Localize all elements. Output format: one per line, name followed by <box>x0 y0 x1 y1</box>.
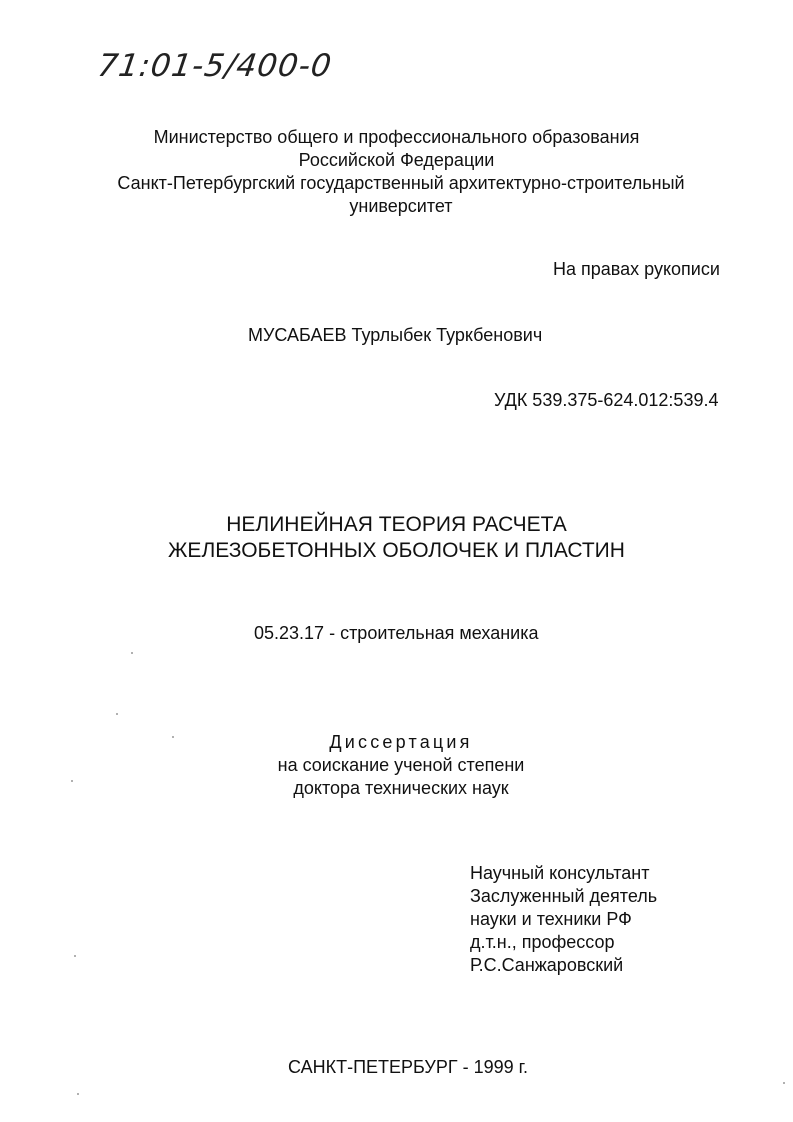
scan-speck <box>71 780 73 782</box>
scan-speck <box>77 1093 79 1095</box>
title-line: ЖЕЛЕЗОБЕТОННЫХ ОБОЛОЧЕК И ПЛАСТИН <box>168 539 625 562</box>
scan-speck <box>74 955 76 957</box>
consultant-line: Заслуженный деятель <box>470 886 658 906</box>
consultant-line: науки и техники РФ <box>470 909 632 929</box>
title-line: НЕЛИНЕЙНАЯ ТЕОРИЯ РАСЧЕТА <box>226 513 567 536</box>
udc-code: УДК 539.375-624.012:539.4 <box>494 390 719 410</box>
manuscript-note: На правах рукописи <box>553 259 720 279</box>
degree-line: доктора технических наук <box>293 778 509 798</box>
scan-speck <box>172 736 174 738</box>
author-name: МУСАБАЕВ Турлыбек Туркбенович <box>248 325 543 345</box>
consultant-line: Научный консультант <box>470 863 650 883</box>
city-year-footer: САНКТ-ПЕТЕРБУРГ - 1999 г. <box>288 1057 529 1077</box>
institution-line: Санкт-Петербургский государственный архитектурно-строительный <box>117 173 685 193</box>
specialty: 05.23.17 - строительная механика <box>254 623 539 643</box>
degree-line: на соискание ученой степени <box>277 755 525 775</box>
dissertation-heading: Диссертация <box>329 732 473 752</box>
consultant-line: д.т.н., профессор <box>470 932 615 952</box>
scan-speck <box>116 713 118 715</box>
scan-speck <box>783 1082 785 1084</box>
institution-line: Российской Федерации <box>298 150 495 170</box>
consultant-line: Р.С.Санжаровский <box>470 955 624 975</box>
institution-line: университет <box>349 196 453 216</box>
archive-stamp: 71:01-5/400-0 <box>95 48 335 84</box>
institution-line: Министерство общего и профессионального образования <box>153 127 640 147</box>
scan-speck <box>131 652 133 654</box>
